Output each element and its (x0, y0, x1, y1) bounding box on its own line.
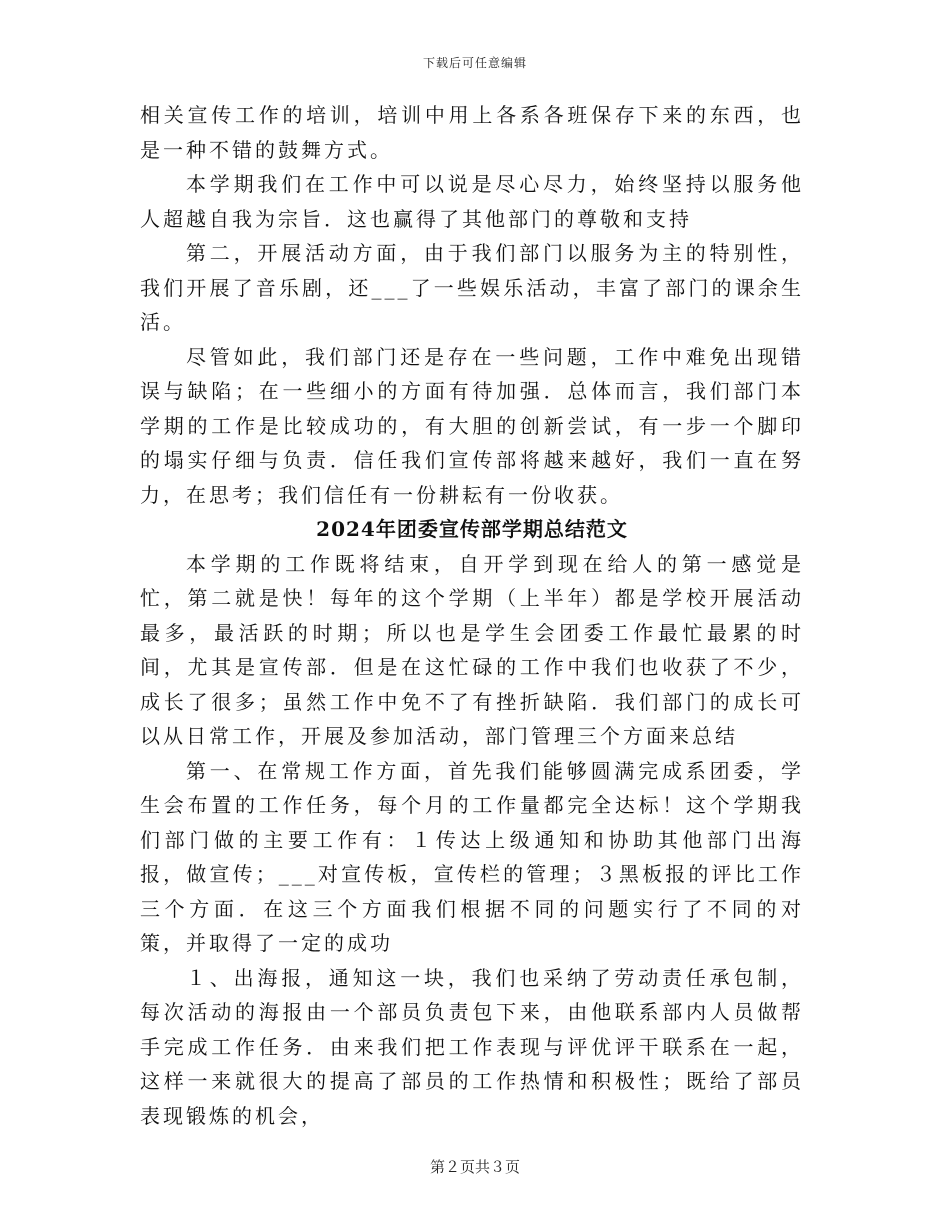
paragraph-6: 第一、在常规工作方面，首先我们能够圆满完成系团委，学生会布置的工作任务，每个月的工作量都完全达标！这个学期我们部门做的主要工作有：１传达上级通知和协助其他部门出海报，做宣传；___对宣传板，宣传栏的管理；３黑板报的评比工作三个方面．在这三个方面我们根据不同的问题实行了不同的对策，并取得了一定的成功 (140, 758, 804, 955)
paragraph-2: 本学期我们在工作中可以说是尽心尽力，始终坚持以服务他人超越自我为宗旨．这也赢得了其他部门的尊敬和支持 (140, 172, 804, 231)
paragraph-7: １、出海报，通知这一块，我们也采纳了劳动责任承包制，每次活动的海报由一个部员负责包下来，由他联系部内人员做帮手完成工作任务．由来我们把工作表现与评优评干联系在一起，这样一来就很大的提高了部员的工作热情和积极性；既给了部员表现锻炼的机会， (140, 965, 804, 1128)
paragraph-4: 尽管如此，我们部门还是存在一些问题，工作中难免出现错误与缺陷；在一些细小的方面有待加强．总体而言，我们部门本学期的工作是比较成功的，有大胆的创新尝试，有一步一个脚印的塌实仔细与负责．信任我们宣传部将越来越好，我们一直在努力，在思考；我们信任有一份耕耘有一份收获。 (140, 344, 804, 507)
paragraph-5: 本学期的工作既将结束，自开学到现在给人的第一感觉是忙，第二就是快！每年的这个学期（上半年）都是学校开展活动最多，最活跃的时期；所以也是学生会团委工作最忙最累的时间，尤其是宣传部．但是在这忙碌的工作中我们也收获了不少，成长了很多；虽然工作中免不了有挫折缺陷．我们部门的成长可以从日常工作，开展及参加活动，部门管理三个方面来总结 (140, 551, 804, 748)
paragraph-1: 相关宣传工作的培训，培训中用上各系各班保存下来的东西，也是一种不错的鼓舞方式。 (140, 103, 804, 162)
section-title: 2024年团委宣传部学期总结范文 (316, 517, 628, 541)
page-footer: 第２页共３页 (429, 1158, 520, 1176)
paragraph-3: 第二，开展活动方面，由于我们部门以服务为主的特别性，我们开展了音乐剧，还___了一些娱乐活动，丰富了部门的课余生活。 (140, 241, 804, 334)
page-header: 下载后可任意编辑 (422, 56, 527, 70)
document-body (140, 98, 804, 1133)
